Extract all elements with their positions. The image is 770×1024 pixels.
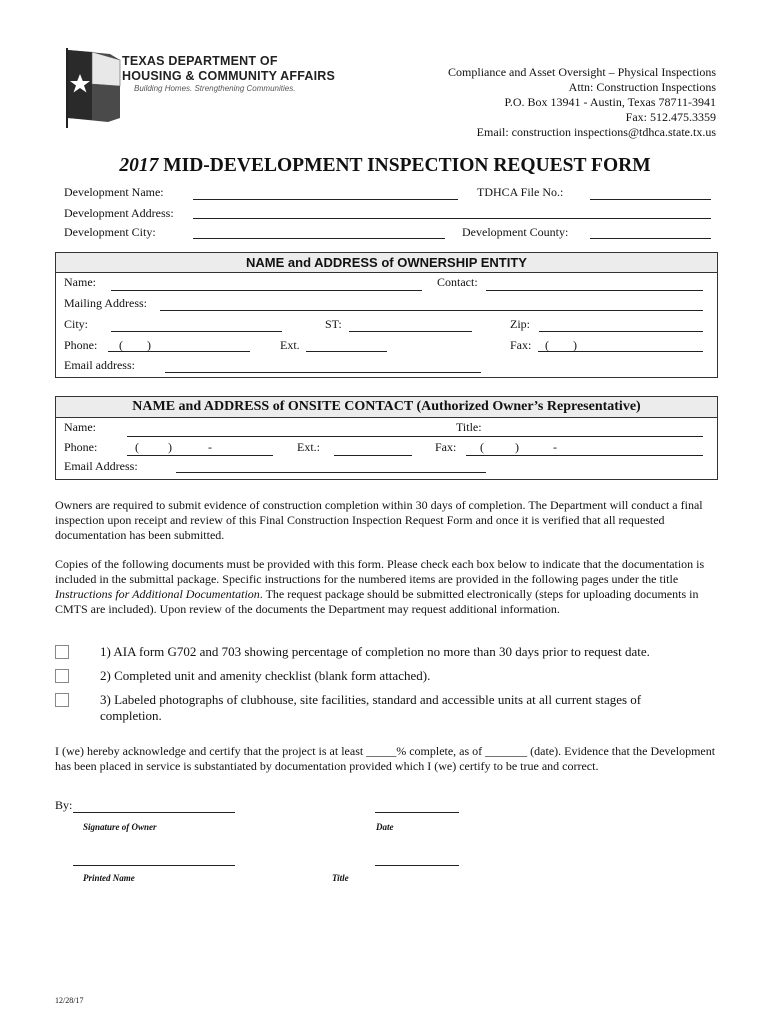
onsite-phone-label: Phone:	[64, 440, 98, 454]
owner-zip-label: Zip:	[510, 317, 530, 331]
checkbox-aia-form[interactable]	[55, 645, 69, 659]
onsite-phone-open: (	[135, 440, 139, 454]
documents-instructions-tail: . The request package should be submitted electronically (steps for uploading documents in CMTS are included). Upon review of the documents the Department may request additional information.	[55, 587, 699, 616]
form-title-text: MID-DEVELOPMENT INSPECTION REQUEST FORM	[163, 155, 651, 176]
printed-name-field[interactable]	[73, 865, 235, 866]
documents-instructions-paragraph	[55, 557, 717, 617]
development-address-label: Development Address:	[64, 206, 174, 220]
onsite-title-label: Title:	[456, 420, 482, 434]
documents-instructions-text: Copies of the following documents must be provided with this form. Please check each box below to indicate that the documentation is included in the submittal package. Specific instructions for the numbered items are provided in the following pages under the title	[55, 557, 705, 586]
development-name-field[interactable]	[193, 199, 458, 200]
texas-flag-icon	[62, 46, 124, 130]
owner-state-label: ST:	[325, 317, 342, 331]
certification-paragraph: I (we) hereby acknowledge and certify that the project is at least _____% complete, as of _______ (date). Evidence that the Development has been placed in service is substantiated by documentation provided which I (we) certify to be true and correct.	[55, 744, 716, 773]
date-field[interactable]	[375, 812, 459, 813]
logo-line-1: TEXAS DEPARTMENT OF	[122, 54, 278, 68]
development-county-label: Development County:	[462, 225, 569, 239]
mailing-address-label: Mailing Address:	[64, 296, 147, 310]
onsite-name-label: Name:	[64, 420, 96, 434]
contact-line-2: Attn: Construction Inspections	[568, 80, 716, 94]
owner-fax-label: Fax:	[510, 338, 532, 352]
owner-name-field[interactable]	[111, 290, 422, 291]
onsite-ext-label: Ext.:	[297, 440, 320, 454]
title-label: Title	[332, 873, 349, 883]
owner-city-field[interactable]	[111, 331, 282, 332]
owner-zip-field[interactable]	[539, 331, 703, 332]
owner-fax-field[interactable]	[538, 351, 703, 352]
onsite-contact-heading: NAME and ADDRESS of ONSITE CONTACT (Authorized Owner’s Representative)	[56, 397, 717, 418]
file-number-label: TDHCA File No.:	[477, 185, 564, 199]
ownership-entity-section	[55, 252, 718, 378]
checklist-item-unit-checklist: 2) Completed unit and amenity checklist (blank form attached).	[100, 668, 431, 683]
form-title	[0, 155, 770, 177]
development-city-field[interactable]	[193, 238, 445, 239]
onsite-phone-dash: -	[208, 440, 212, 454]
development-name-label: Development Name:	[64, 185, 164, 199]
owner-phone-label: Phone:	[64, 338, 98, 352]
signature-of-owner-label: Signature of Owner	[83, 822, 157, 832]
signature-field[interactable]	[73, 812, 235, 813]
completion-requirement-paragraph: Owners are required to submit evidence of construction completion within 30 days of completion. The Department will conduct a final inspection upon receipt and review of this Final Construction Inspection Request Form and once it is verified that all requested documentation has been submitted.	[55, 498, 703, 542]
file-number-field[interactable]	[590, 199, 711, 200]
checklist-item-photographs: 3) Labeled photographs of clubhouse, site facilities, standard and accessible units at all current stages of completion.	[100, 692, 642, 723]
owner-ext-field[interactable]	[306, 351, 387, 352]
onsite-phone-field[interactable]	[127, 455, 273, 456]
owner-name-label: Name:	[64, 275, 96, 289]
owner-contact-field[interactable]	[486, 290, 703, 291]
onsite-fax-open: (	[480, 440, 484, 454]
owner-city-label: City:	[64, 317, 89, 331]
onsite-email-field[interactable]	[176, 472, 486, 473]
logo-line-2: HOUSING & COMMUNITY AFFAIRS	[122, 69, 336, 83]
onsite-fax-label: Fax:	[435, 440, 457, 454]
footer-date: 12/28/17	[55, 996, 84, 1005]
contact-block	[448, 65, 716, 140]
development-county-field[interactable]	[590, 238, 711, 239]
printed-name-label: Printed Name	[83, 873, 135, 883]
owner-phone-paren: ( )	[119, 338, 151, 352]
title-field[interactable]	[375, 865, 459, 866]
contact-line-1: Compliance and Asset Oversight – Physical Inspections	[448, 65, 716, 79]
form-year: 2017	[119, 155, 159, 176]
owner-ext-label: Ext.	[280, 338, 300, 352]
tdhca-logo	[62, 42, 336, 134]
onsite-name-field[interactable]	[127, 436, 703, 437]
instructions-title: Instructions for Additional Documentation	[55, 587, 260, 601]
owner-phone-field[interactable]	[108, 351, 250, 352]
development-address-field[interactable]	[193, 218, 711, 219]
contact-line-3: P.O. Box 13941 - Austin, Texas 78711-3941	[504, 95, 716, 109]
owner-email-label: Email address:	[64, 358, 135, 372]
owner-contact-label: Contact:	[437, 275, 478, 289]
checkbox-unit-checklist[interactable]	[55, 669, 69, 683]
owner-fax-paren: ( )	[545, 338, 577, 352]
contact-email: Email: construction inspections@tdhca.state.tx.us	[476, 125, 716, 139]
by-label: By:	[55, 798, 73, 812]
onsite-ext-field[interactable]	[334, 455, 412, 456]
logo-tagline: Building Homes. Strengthening Communities.	[134, 84, 296, 93]
owner-email-field[interactable]	[165, 372, 481, 373]
onsite-fax-close: )	[515, 440, 519, 454]
date-label: Date	[376, 822, 394, 832]
onsite-contact-section	[55, 396, 718, 480]
onsite-phone-close: )	[168, 440, 172, 454]
development-city-label: Development City:	[64, 225, 156, 239]
contact-line-4: Fax: 512.475.3359	[625, 110, 716, 124]
mailing-address-field[interactable]	[160, 310, 703, 311]
onsite-fax-dash: -	[553, 440, 557, 454]
checklist-item-aia-form: 1) AIA form G702 and 703 showing percentage of completion no more than 30 days prior to request date.	[100, 644, 650, 659]
onsite-email-label: Email Address:	[64, 459, 138, 473]
ownership-entity-heading: NAME and ADDRESS of OWNERSHIP ENTITY	[56, 253, 717, 273]
owner-state-field[interactable]	[349, 331, 472, 332]
onsite-fax-field[interactable]	[466, 455, 703, 456]
checkbox-photographs[interactable]	[55, 693, 69, 707]
